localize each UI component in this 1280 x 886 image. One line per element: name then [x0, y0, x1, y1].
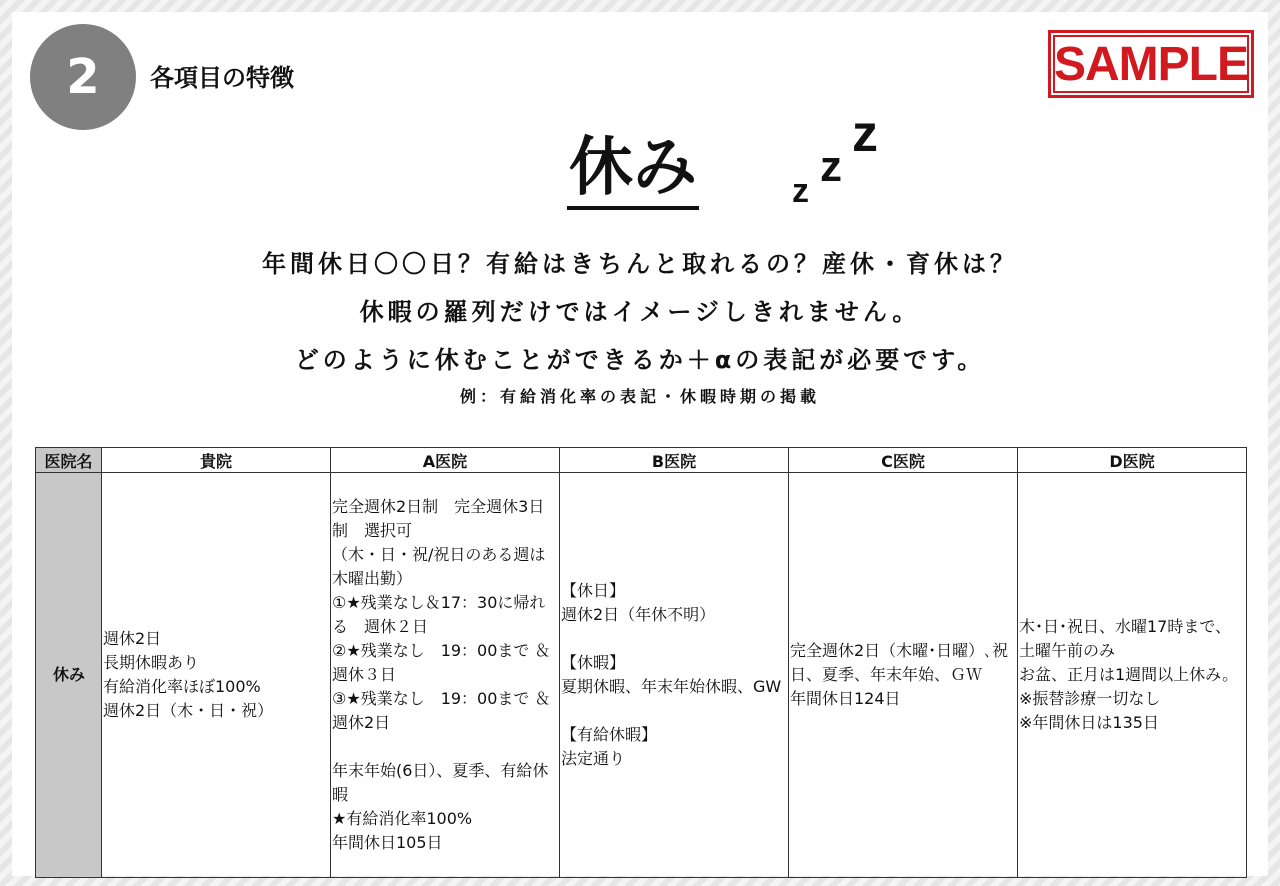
header-clinic-c: C医院 [789, 448, 1018, 473]
cell-clinic-b: 【休日】 週休2日（年休不明） 【休暇】 夏期休暇、年末年始休暇、GW 【有給休暇】 法定通り [560, 473, 789, 878]
section-title: 各項目の特徴 [150, 64, 294, 92]
cell-clinic-d: 木･日･祝日、水曜17時まで、土曜午前のみ お盆、正月は1週間以上休み。 ※振替診療一切なし ※年間休日は135日 [1018, 473, 1247, 878]
header-clinic-name: 医院名 [36, 448, 102, 473]
description-example: 例：有給消化率の表記・休暇時期の掲載 [459, 387, 820, 406]
description-line-2: 休暇の羅列だけではイメージしきれません。 [359, 298, 921, 326]
page-title: 休み [567, 130, 699, 210]
header-clinic-b: B医院 [560, 448, 789, 473]
row-label-holidays: 休み [36, 473, 102, 878]
cell-clinic-a: 完全週休2日制 完全週休3日制 選択可 （木・日・祝/祝日のある週は木曜出勤） ①★残業なし＆17：30に帰れる 週休２日 ②★残業なし 19：00まで ＆ 週休３日 ③★残業なし 19：00まで ＆ 週休2日 年末年始(6日）、夏季、有給休暇 ★有給消化率100% 年間休日105日 [331, 473, 560, 878]
description-line-1: 年間休日〇〇日？有給はきちんと取れるの？産休・育休は？ [262, 250, 1018, 278]
page [12, 12, 1268, 876]
header-own-clinic: 貴院 [102, 448, 331, 473]
cell-clinic-c: 完全週休2日（木曜･日曜）､祝日、夏季、年末年始、ＧＷ 年間休日124日 [789, 473, 1018, 878]
sample-stamp-text: SAMPLE [1053, 35, 1249, 93]
header-clinic-a: A医院 [331, 448, 560, 473]
z-medium: z [820, 142, 842, 191]
header-clinic-d: D医院 [1018, 448, 1247, 473]
z-large: z [852, 105, 878, 163]
section-number-badge: 2 [30, 24, 136, 130]
table-row [36, 473, 1247, 878]
sample-stamp [1048, 30, 1254, 98]
comparison-table [35, 447, 1247, 878]
description-line-3: どのように休むことができるか＋αの表記が必要です。 [294, 346, 986, 374]
cell-own-clinic: 週休2日 長期休暇あり 有給消化率ほぼ100% 週休2日（木・日・祝） [102, 473, 331, 878]
table-header-row [36, 448, 1247, 473]
z-small: z [792, 172, 809, 210]
